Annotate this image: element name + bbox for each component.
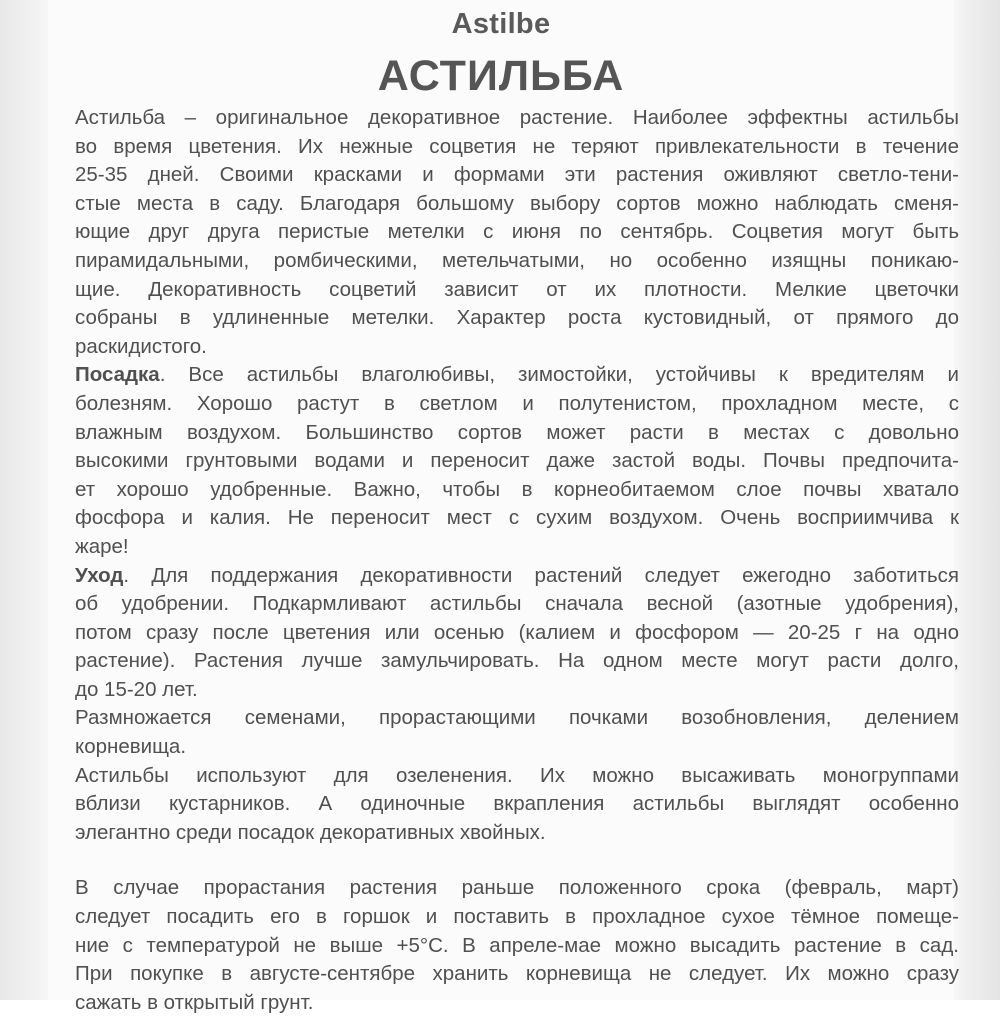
planting-heading: Посадка	[75, 363, 160, 387]
text-line: влажным воздухом. Большинство сортов может расти в местах с довольно	[75, 420, 959, 444]
right-background-strip	[954, 0, 1000, 1000]
text-line: Астильбы используют для озеленения. Их можно высаживать моногруппами	[75, 763, 959, 787]
text-line: жаре!	[75, 534, 129, 558]
text-line: При покупке в августе-сентябре хранить корневища не следует. Их можно сразу	[75, 962, 959, 986]
care-paragraph	[75, 562, 959, 705]
propagation-paragraph	[75, 704, 959, 761]
text-line	[75, 562, 959, 591]
planting-paragraph	[75, 361, 959, 561]
text-line: элегантно среди посадок декоративных хвойных.	[75, 820, 546, 844]
text-line: щие. Декоративность соцветий зависит от их плотности. Мелкие цветочки	[75, 277, 959, 301]
text-line: сажать в открытый грунт.	[75, 990, 314, 1014]
description-text	[75, 104, 959, 1017]
text-line: во время цветения. Их нежные соцветия не теряют привлекательности в течение	[75, 134, 959, 158]
latin-title: Astilbe	[451, 8, 551, 40]
main-title: АСТИЛЬБА	[377, 52, 625, 100]
text-line: 25-35 дней. Своими красками и формами эти растения оживляют светло-тени-	[75, 163, 959, 187]
text-line	[75, 361, 959, 390]
left-background-strip	[0, 0, 48, 1000]
text-line: ет хорошо удобренные. Важно, чтобы в корнеобитаемом слое почвы хватало	[75, 477, 959, 501]
text-line: следует посадить его в горшок и поставить в прохладное сухое тёмное помеще-	[75, 905, 959, 929]
text-line: пирамидальными, ромбическими, метельчатыми, но особенно изящны поникаю-	[75, 248, 959, 272]
text-line: В случае прорастания растения раньше положенного срока (февраль, март)	[75, 876, 959, 900]
text-line: корневища.	[75, 735, 187, 759]
text-line: Размножается семенами, прорастающими почками возобновления, делением	[75, 706, 959, 730]
text-line: ющие друг друга перистые метелки с июня по сентябрь. Соцветия могут быть	[75, 220, 959, 244]
text-line: об удобрении. Подкармливают астильбы сначала весной (азотные удобрения),	[75, 592, 959, 616]
care-first-line: . Для поддержания декоративности растений следует ежегодно заботиться	[123, 563, 959, 587]
text-line: высокими грунтовыми водами и переносит даже застой воды. Почвы предпочита-	[75, 449, 959, 473]
paragraph-gap	[75, 847, 959, 874]
planting-first-line: . Все астильбы влаголюбивы, зимостойки, устойчивы к вредителям и	[159, 363, 959, 387]
text-line: Астильба – оригинальное декоративное растение. Наиболее эффектны астильбы	[75, 106, 959, 129]
care-heading: Уход	[75, 563, 124, 587]
storage-paragraph	[75, 874, 959, 1017]
text-line: стые места в саду. Благодаря большому выбору сортов можно наблюдать сменя-	[75, 191, 959, 215]
text-line: растение). Растения лучше замульчировать. На одном месте могут расти долго,	[75, 649, 959, 673]
text-line: болезням. Хорошо растут в светлом и полутенистом, прохладном месте, с	[75, 391, 959, 415]
leaflet-sheet	[48, 0, 959, 1014]
text-line: собраны в удлиненные метелки. Характер роста кустовидный, от прямого до	[75, 306, 959, 330]
text-line: потом сразу после цветения или осенью (калием и фосфором — 20-25 г на одно	[75, 620, 959, 644]
usage-paragraph	[75, 762, 959, 848]
text-line: вблизи кустарников. А одиночные вкрапления астильбы выглядят особенно	[75, 792, 959, 816]
intro-paragraph	[75, 104, 959, 361]
text-line: раскидистого.	[75, 334, 207, 358]
text-line: до 15-20 лет.	[75, 677, 198, 701]
text-line: фосфора и калия. Не переносит мест с сухим воздухом. Очень восприимчива к	[75, 506, 959, 530]
text-line: ние с температурой не выше +5°С. В апреле-мае можно высадить растение в сад.	[75, 933, 959, 957]
